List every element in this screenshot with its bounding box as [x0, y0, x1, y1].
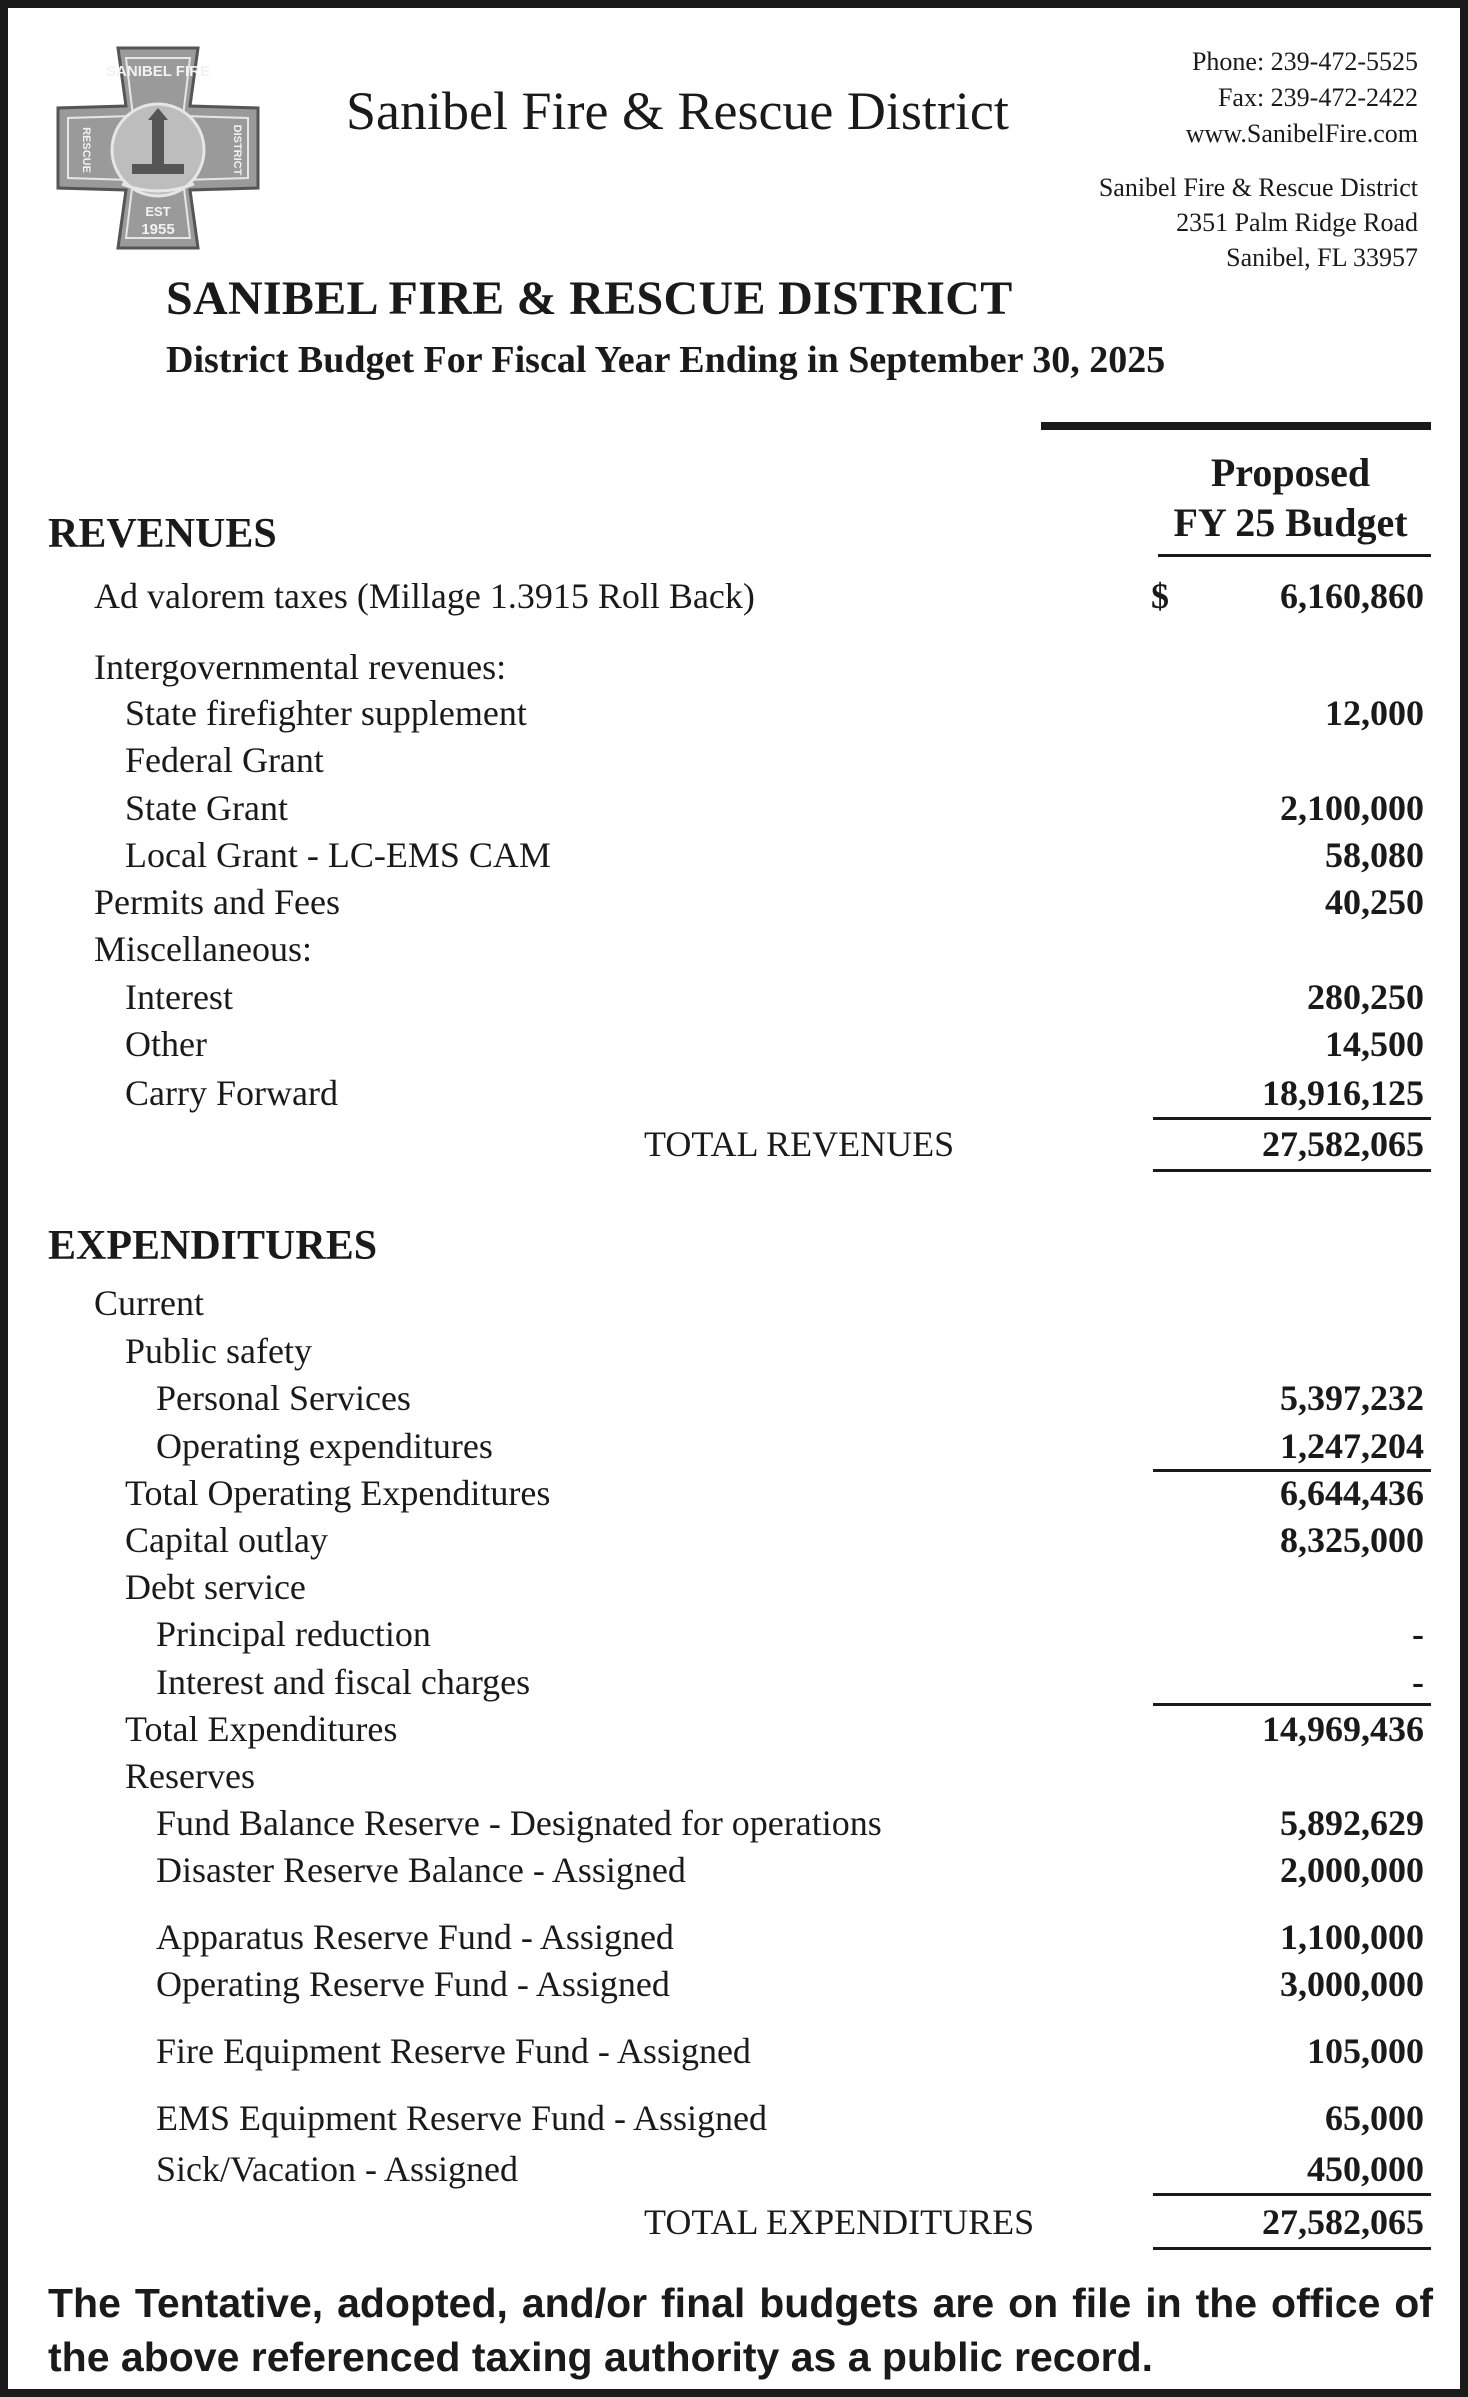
row-label: TOTAL EXPENDITURES [644, 2202, 1035, 2242]
row-label: Public safety [125, 1331, 312, 1371]
expenditure-row-operating-reserve [8, 1961, 1460, 2007]
row-label: Apparatus Reserve Fund - Assigned [156, 1917, 674, 1957]
row-label: Reserves [125, 1756, 255, 1796]
row-label: Total Operating Expenditures [125, 1473, 551, 1513]
logo-left-text: RESCUE [80, 127, 92, 173]
row-label: Operating Reserve Fund - Assigned [156, 1964, 670, 2004]
revenue-row-federal-grant [8, 737, 1460, 783]
column-header-line2: FY 25 Budget [1173, 500, 1408, 545]
expenditure-row-fire-equipment [8, 2028, 1460, 2074]
row-amount: 8,325,000 [1280, 1520, 1424, 1560]
row-label: Other [125, 1024, 207, 1064]
row-amount: - [1412, 1614, 1424, 1654]
sanibel-fire-logo [48, 38, 268, 258]
subtotal-rule [1153, 2193, 1431, 2196]
expenditure-row-reserves [8, 1753, 1460, 1799]
address-street: 2351 Palm Ridge Road [1176, 208, 1418, 237]
row-amount: 14,969,436 [1262, 1709, 1424, 1749]
expenditure-row-total-expenditures [8, 1706, 1460, 1752]
row-amount: 3,000,000 [1280, 1964, 1424, 2004]
row-amount: - [1412, 1662, 1424, 1702]
row-amount: 14,500 [1325, 1024, 1424, 1064]
expenditure-row-debt-service [8, 1564, 1460, 1610]
revenue-row-state-firefighter [8, 690, 1460, 736]
row-amount: 6,160,860 [1280, 576, 1424, 616]
expenditure-row-public-safety [8, 1328, 1460, 1374]
row-label: TOTAL REVENUES [644, 1124, 955, 1164]
row-amount: 280,250 [1307, 977, 1424, 1017]
public-record-notice: The Tentative, adopted, and/or final budgets are on file in the office of the above referenced taxing authority as a public record. [48, 2280, 1433, 2380]
revenue-row-other [8, 1021, 1460, 1067]
row-amount: 105,000 [1307, 2031, 1424, 2071]
subtotal-rule [1153, 1117, 1431, 1120]
row-label: Principal reduction [156, 1614, 431, 1654]
expenditure-row-total-operating [8, 1470, 1460, 1516]
row-label: State Grant [125, 788, 288, 828]
currency-symbol: $ [1151, 576, 1169, 616]
expenditure-row-capital-outlay [8, 1517, 1460, 1563]
row-label: State firefighter supplement [125, 693, 527, 733]
revenue-row-total [8, 1121, 1460, 1167]
total-rule [1153, 1169, 1431, 1172]
row-label: Total Expenditures [125, 1709, 398, 1749]
row-amount: 58,080 [1325, 835, 1424, 875]
row-label: Miscellaneous: [94, 929, 312, 969]
row-label: Capital outlay [125, 1520, 328, 1560]
revenue-row-state-grant [8, 785, 1460, 831]
row-label: Fund Balance Reserve - Designated for operations [156, 1803, 882, 1843]
address-city: Sanibel, FL 33957 [1226, 243, 1418, 272]
website-link[interactable]: www.SanibelFire.com [1185, 119, 1418, 148]
expenditure-row-disaster [8, 1847, 1460, 1893]
row-label: Local Grant - LC-EMS CAM [125, 835, 551, 875]
row-amount: 65,000 [1325, 2098, 1424, 2138]
budget-column-header [1148, 448, 1433, 548]
revenue-row-ad-valorem [8, 573, 1460, 619]
fax-number: Fax: 239-472-2422 [1217, 83, 1418, 112]
logo-right-text: DISTRICT [231, 124, 243, 176]
row-label: Ad valorem taxes (Millage 1.3915 Roll Back) [94, 576, 755, 616]
row-amount: 450,000 [1307, 2149, 1424, 2189]
row-label: Disaster Reserve Balance - Assigned [156, 1850, 686, 1890]
row-amount: 40,250 [1325, 882, 1424, 922]
expenditure-row-personal-services [8, 1375, 1460, 1421]
address-block [918, 170, 1418, 275]
row-amount: 1,247,204 [1280, 1426, 1424, 1466]
column-header-rule [1158, 554, 1431, 557]
row-label: Current [94, 1283, 204, 1323]
expenditure-row-apparatus [8, 1914, 1460, 1960]
row-label: Personal Services [156, 1378, 411, 1418]
row-amount: 1,100,000 [1280, 1917, 1424, 1957]
row-label: Operating expenditures [156, 1426, 493, 1466]
row-label: Federal Grant [125, 740, 324, 780]
logo-top-text: SANIBEL FIRE [106, 63, 210, 80]
row-amount: 5,892,629 [1280, 1803, 1424, 1843]
row-amount: 27,582,065 [1262, 1124, 1424, 1164]
row-amount: 18,916,125 [1262, 1073, 1424, 1113]
expenditure-row-ems-equipment [8, 2095, 1460, 2141]
row-label: Debt service [125, 1567, 306, 1607]
revenue-row-intergovernmental [8, 644, 1460, 690]
revenue-row-carry-forward [8, 1070, 1460, 1116]
column-top-rule [1041, 422, 1431, 430]
expenditure-row-current [8, 1280, 1460, 1326]
row-label: Interest and fiscal charges [156, 1662, 531, 1702]
revenue-row-permits [8, 879, 1460, 925]
row-amount: 27,582,065 [1262, 2202, 1424, 2242]
expenditure-row-principal [8, 1611, 1460, 1657]
address-name: Sanibel Fire & Rescue District [1098, 173, 1418, 202]
expenditure-row-interest-fiscal [8, 1659, 1460, 1705]
document-title: SANIBEL FIRE & RESCUE DISTRICT [166, 272, 1013, 325]
expenditure-row-sick-vacation [8, 2146, 1460, 2192]
column-header-line1: Proposed [1210, 450, 1371, 495]
document-subtitle: District Budget For Fiscal Year Ending in September 30, 2025 [166, 339, 1166, 381]
logo-est-year: 1955 [141, 221, 175, 238]
row-amount: 5,397,232 [1280, 1378, 1424, 1418]
expenditure-row-total [8, 2199, 1460, 2245]
row-label: EMS Equipment Reserve Fund - Assigned [156, 2098, 767, 2138]
district-name-heading: Sanibel Fire & Rescue District [346, 81, 1009, 141]
row-amount: 2,000,000 [1280, 1850, 1424, 1890]
logo-est-label: EST [145, 204, 171, 219]
revenue-row-miscellaneous [8, 926, 1460, 972]
row-label: Interest [125, 977, 233, 1017]
expenditure-row-fund-balance [8, 1800, 1460, 1846]
phone-number: Phone: 239-472-5525 [1191, 47, 1418, 76]
revenues-heading: REVENUES [48, 511, 277, 557]
revenue-row-interest [8, 974, 1460, 1020]
revenue-row-local-grant [8, 832, 1460, 878]
row-label: Sick/Vacation - Assigned [156, 2149, 518, 2189]
contact-block [918, 44, 1418, 152]
total-rule [1153, 2247, 1431, 2250]
row-label: Fire Equipment Reserve Fund - Assigned [156, 2031, 751, 2071]
row-amount: 6,644,436 [1280, 1473, 1424, 1513]
row-amount: 12,000 [1325, 693, 1424, 733]
row-label: Carry Forward [125, 1073, 338, 1113]
row-label: Intergovernmental revenues: [94, 647, 507, 687]
row-amount: 2,100,000 [1280, 788, 1424, 828]
expenditures-heading: EXPENDITURES [48, 1223, 378, 1269]
expenditure-row-operating [8, 1423, 1460, 1469]
row-label: Permits and Fees [94, 882, 340, 922]
